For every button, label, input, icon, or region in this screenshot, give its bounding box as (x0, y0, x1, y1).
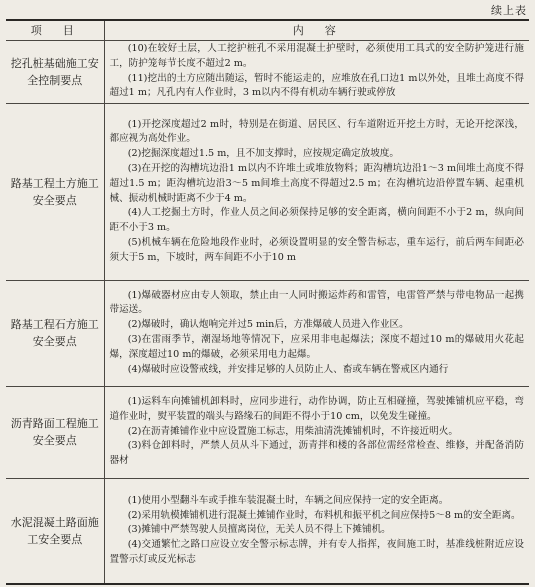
content-paragraph: (11)挖出的土方应随出随运，暂时不能运走的，应堆放在孔口边1 m以外处，且堆土高度不得超过1 m；凡孔内有人作业时，3 m以内不得有机动车辆行驶或停放 (109, 72, 524, 99)
row-content (104, 478, 529, 584)
content-paragraph: (1)运料车向摊铺机卸料时，应同步进行，动作协调，防止互相碰撞，驾驶摊铺机应平稳，弯道作业时，熨平装置的端头与路缘石的间距不得小于10 cm，以免发生碰撞。 (109, 396, 524, 422)
row-content (104, 386, 529, 478)
row-content (104, 103, 529, 280)
table-row (6, 386, 529, 478)
row-item-label: 路基工程石方施工安全要点 (6, 280, 104, 386)
table-row (6, 280, 529, 386)
content-paragraph: (4)人工挖掘土方时，作业人员之间必须保持足够的安全距离，横向间距不小于2 m，纵向间距不小于3 m。 (109, 207, 524, 234)
content-paragraph: (4)爆破时应设警戒线，并安排足够的人员防止人、畜或车辆在警戒区内通行 (127, 363, 449, 375)
table-header-row (6, 20, 529, 40)
header-content: 内 容 (104, 20, 529, 40)
row-item-label: 沥青路面工程施工安全要点 (6, 386, 104, 478)
content-paragraph: (1)使用小型翻斗车或手推车装混凝土时，车辆之间应保持一定的安全距离。 (127, 494, 449, 506)
content-paragraph: (3)在开挖的沟槽坑边沿1 m以内不许堆土或堆放物料；距沟槽坑边沿1～3 m间堆土高度不得超过1.5 m；距沟槽坑边沿3～5 m间堆土高度不得超过2.5 m；在沟槽坑边沿停置车辆、起重机械、振动机械时距离不少于4 m。 (109, 162, 524, 204)
content-paragraph: (3)摊铺中严禁驾驶人员擅离岗位，无关人员不得上下摊铺机。 (127, 524, 391, 536)
row-content (104, 280, 529, 386)
content-paragraph: (5)机械车辆在危险地段作业时，必须设置明显的安全警告标志，重车运行，前后两车间距必须大于5 m，下坡时，两车间距不小于10 m (109, 236, 524, 263)
continued-table-label: 续上表 (491, 4, 527, 17)
content-paragraph: (2)在沥青摊铺作业中应设置施工标志，用柴油清洗摊铺机时，不许接近明火。 (127, 425, 458, 437)
table-row (6, 103, 529, 280)
table-row (6, 40, 529, 103)
table-row (6, 478, 529, 584)
content-paragraph: (1)开挖深度超过2 m时，特别是在街道、居民区、行车道附近开挖土方时，无论开挖深浅，都应视为高处作业。 (109, 118, 524, 145)
row-item-label: 路基工程土方施工安全要点 (6, 103, 104, 280)
content-paragraph: (3)在雷雨季节，潮湿场地等情况下，应采用非电起爆法；深度不超过10 m的爆破用火花起爆，深度超过10 m的爆破，必须采用电力起爆。 (109, 334, 524, 360)
content-paragraph: (10)在较好土层，人工挖护桩孔不采用混凝土护壁时，必须使用工具式的安全防护笼进行施工，防护笼每节长度不超过2 m。 (109, 42, 524, 69)
content-paragraph: (2)采用轨模摊铺机进行混凝土摊铺作业时，布料机和振平机之间应保持5～8 m的安全距离。 (127, 509, 521, 521)
content-paragraph: (2)挖掘深度超过1.5 m，且不加支撑时，应按规定确定放坡度。 (127, 148, 399, 160)
row-item-label: 水泥混凝土路面施工安全要点 (6, 478, 104, 584)
row-item-label: 挖孔桩基础施工安全控制要点 (6, 40, 104, 103)
content-paragraph: (3)料仓卸料时，严禁人员从斗下通过，沥青拌和楼的各部位需经常检查、维修，并配备消防器材 (109, 440, 524, 467)
row-content (104, 40, 529, 103)
content-paragraph: (2)爆破时，确认炮响完并过5 min后，方准爆破人员进入作业区。 (127, 319, 409, 331)
content-paragraph: (1)爆破器材应由专人领取，禁止由一人同时搬运炸药和雷管，电雷管严禁与带电物品一起携带运送。 (109, 289, 524, 316)
safety-points-table (6, 19, 529, 585)
header-item: 项 目 (6, 20, 104, 40)
content-paragraph: (4)交通繁忙之路口应设立安全警示标志牌，并有专人指挥，夜间施工时，基准线桩附近应设置警示灯或反光标志 (109, 539, 524, 565)
